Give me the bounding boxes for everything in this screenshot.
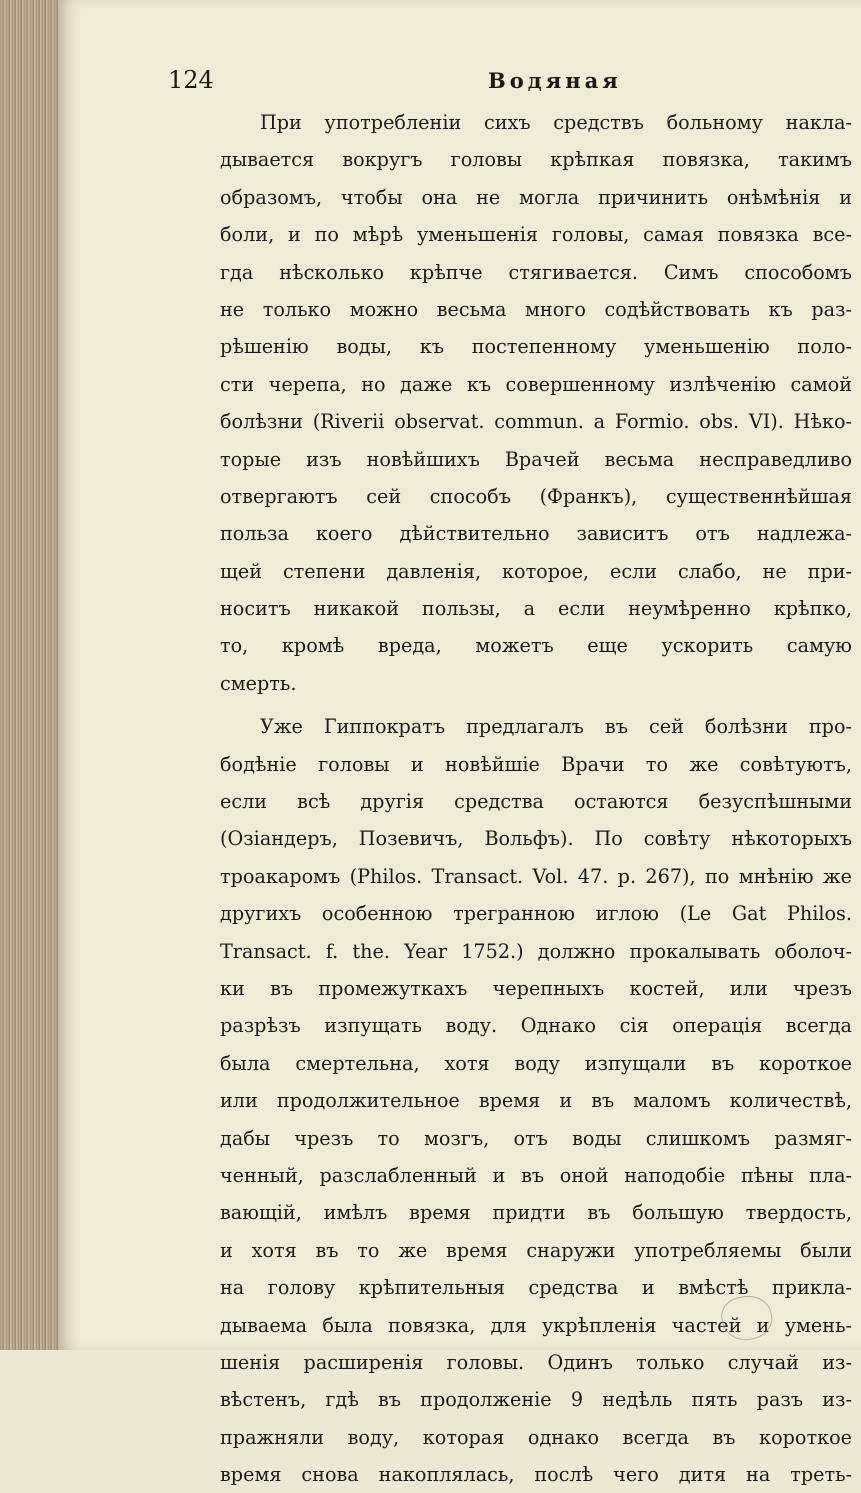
text-line: носитъ никакой пользы, а если неумѣренно крѣпко, bbox=[220, 597, 852, 621]
text-line: При употребленіи сихъ средствъ больному накла- bbox=[260, 111, 852, 134]
text-line: бодѣніе головы и новѣйшіе Врачи то же совѣтуютъ, bbox=[220, 752, 852, 776]
text-line: Transact. f. the. Year 1752.) должно прокалывать оболоч- bbox=[220, 939, 852, 963]
text-line: боли, и по мѣрѣ уменьшенія головы, самая повязка все- bbox=[220, 223, 852, 247]
text-line: ки въ промежуткахъ черепныхъ костей, или чрезъ bbox=[220, 976, 852, 1000]
text-line: дываема была повязка, для укрѣпленія частей и умень- bbox=[220, 1313, 852, 1337]
text-line: ченный, разслабленный и въ оной наподобіе пѣны пла- bbox=[220, 1163, 852, 1187]
text-line: на голову крѣпительныя средства и вмѣстѣ прикла- bbox=[220, 1276, 852, 1300]
text-line: другихъ особенною трегранною иглою (Le Gat Philos. bbox=[220, 902, 852, 926]
page-number: 124 bbox=[168, 66, 214, 94]
text-line: гда нѣсколько крѣпче стягивается. Симъ способомъ bbox=[220, 260, 852, 284]
text-line: сти черепа, но даже къ совершенному излѣченію самой bbox=[220, 372, 852, 396]
text-line: смерть. bbox=[220, 671, 297, 695]
text-line: не только можно весьма много содѣйствовать къ раз- bbox=[220, 297, 852, 321]
text-line: польза коего дѣйствительно зависитъ отъ надлежа- bbox=[220, 522, 852, 546]
text-line: троакаромъ (Philos. Transact. Vol. 47. p. 267), по мнѣнію же bbox=[220, 864, 852, 888]
page-header bbox=[168, 66, 808, 100]
text-line: Уже Гиппократъ предлагалъ въ сей болѣзни про- bbox=[260, 715, 852, 739]
text-line: рѣшенію воды, къ постепенному уменьшенію поло- bbox=[220, 335, 852, 359]
text-line: шенія расширенія головы. Одинъ только случай из- bbox=[220, 1350, 852, 1374]
text-line: разрѣзъ изпущать воду. Однако сія операція всегда bbox=[220, 1014, 852, 1038]
text-line: образомъ, чтобы она не могла причинить онѣмѣнія и bbox=[220, 185, 852, 209]
text-line: время снова накоплялась, послѣ чего дитя на треть- bbox=[220, 1463, 852, 1487]
text-line: вающій, имѣлъ время придти въ большую твердость, bbox=[220, 1201, 852, 1225]
text-line: дабы чрезъ то мозгъ, отъ воды слишкомъ размяг- bbox=[220, 1126, 852, 1150]
book-edge bbox=[0, 0, 58, 1350]
text-line: или продолжительное время и въ маломъ количествѣ, bbox=[220, 1089, 852, 1113]
text-line: пражняли воду, которая однако всегда въ короткое bbox=[220, 1425, 852, 1449]
text-line: то, кромѣ вреда, можетъ еще ускорить самую bbox=[220, 634, 852, 658]
body-text bbox=[220, 104, 852, 1493]
text-line: отвергаютъ сей способъ (Франкъ), существеннѣйшая bbox=[220, 484, 852, 508]
text-line: болѣзни (Riverii observat. commun. a Formio. obs. VI). Нѣко- bbox=[220, 410, 852, 434]
text-line: (Озіандеръ, Позевичъ, Вольфъ). По совѣту нѣкоторыхъ bbox=[220, 827, 852, 851]
running-head: Водяная bbox=[488, 68, 622, 93]
text-line: щей степени давленія, которое, если слабо, не при- bbox=[220, 559, 852, 583]
text-line: и хотя въ то же время снаружи употребляемы были bbox=[220, 1238, 852, 1262]
text-line: если всѣ другія средства остаются безуспѣшными bbox=[220, 790, 852, 814]
text-line: торые изъ новѣйшихъ Врачей весьма несправедливо bbox=[220, 447, 852, 471]
text-line: дывается вокругъ головы крѣпкая повязка, такимъ bbox=[220, 148, 852, 172]
text-line: вѣстенъ, гдѣ въ продолженіе 9 недѣль пять разъ из- bbox=[220, 1388, 852, 1412]
text-line: была смертельна, хотя воду изпущали въ короткое bbox=[220, 1051, 852, 1075]
